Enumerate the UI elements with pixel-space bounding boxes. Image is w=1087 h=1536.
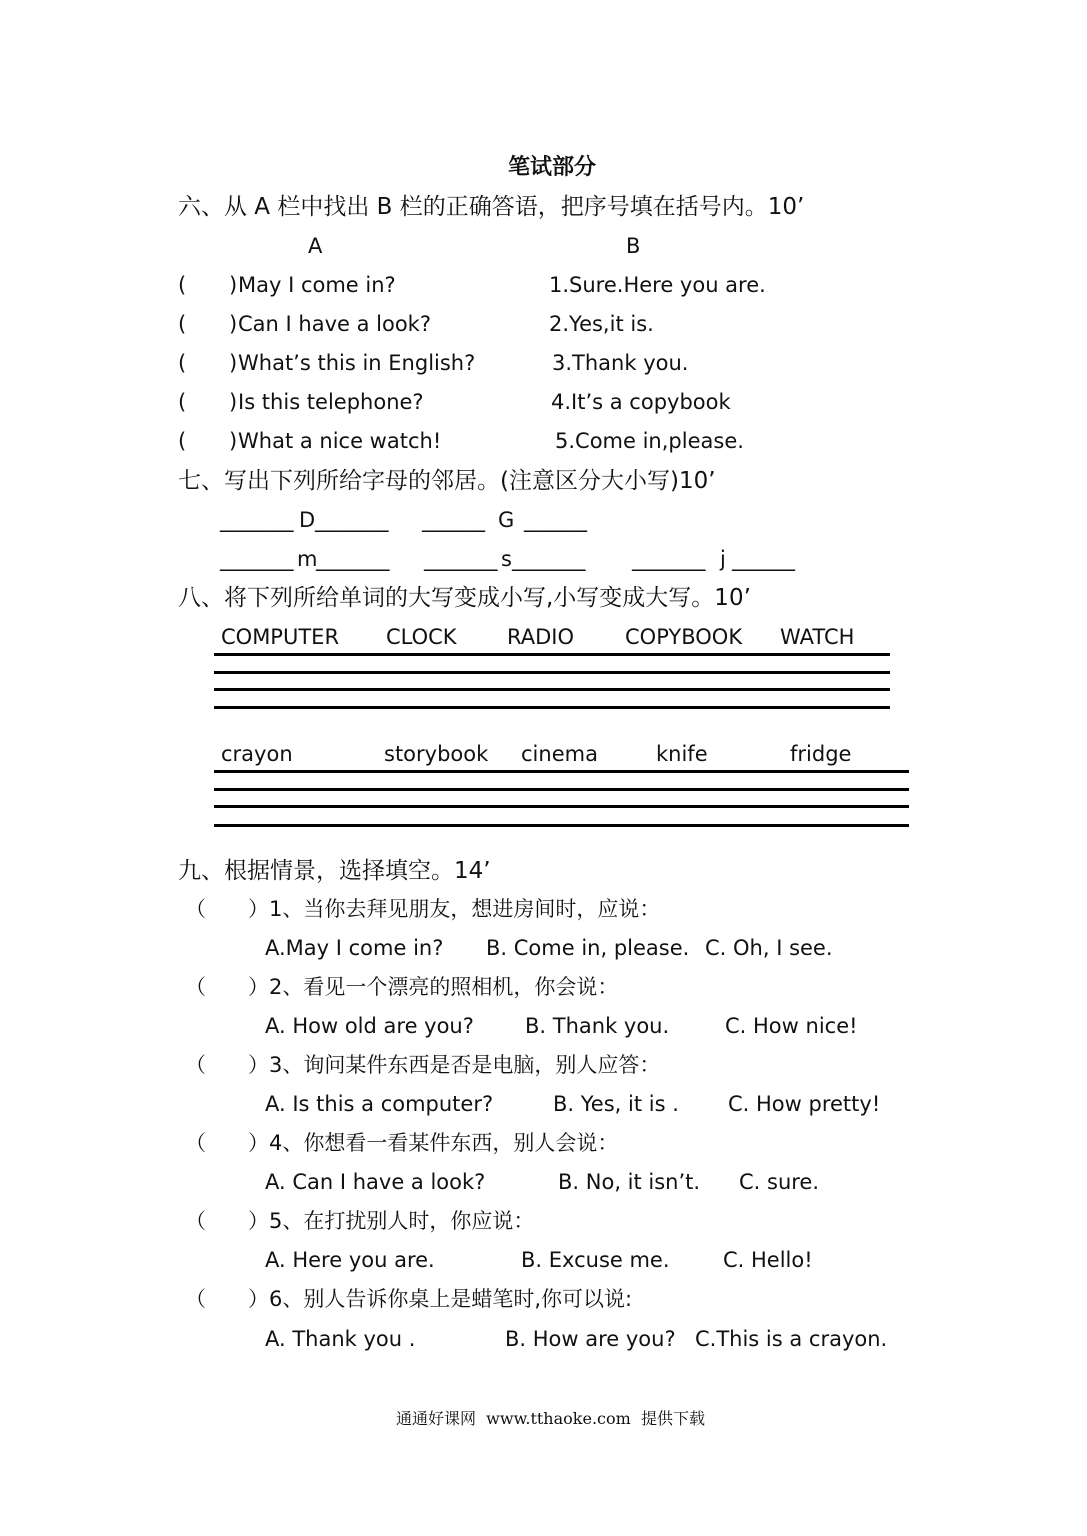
letter-blank: _______ [512, 547, 586, 571]
option-c: C. How nice! [725, 1014, 858, 1038]
option-a: A. Can I have a look? [265, 1170, 486, 1194]
footer-source: 通通好课网 www.tthaoke.com 提供下载 [396, 1409, 705, 1428]
letter-blank: _______ [316, 547, 390, 571]
letter-blank: ______ [524, 508, 587, 532]
column-a-label: A [308, 234, 323, 258]
writing-line [214, 688, 890, 691]
answer-paren-open: ( [178, 273, 187, 297]
question-a2: Can I have a look? [238, 312, 431, 336]
letter-g: G [498, 508, 515, 532]
option-b: B. How are you? [505, 1327, 676, 1351]
word-knife: knife [656, 742, 708, 766]
answer-paren-open: ( [178, 312, 187, 336]
option-a: A. Thank you . [265, 1327, 416, 1351]
option-c: C. How pretty! [728, 1092, 881, 1116]
answer-b4: 4.It’s a copybook [551, 390, 731, 414]
letter-blank: _______ [220, 508, 294, 532]
question-prompt-4: （ ）4、你想看一看某件东西，别人会说： [185, 1131, 619, 1155]
question-a5: What a nice watch! [238, 429, 442, 453]
question-prompt-5: （ ）5、在打扰别人时，你应说： [185, 1209, 535, 1233]
answer-paren-close: ) [229, 351, 238, 375]
option-a: A. How old are you? [265, 1014, 474, 1038]
question-prompt-2: （ ）2、看见一个漂亮的照相机，你会说： [185, 975, 619, 999]
answer-paren-open: ( [178, 390, 187, 414]
question-a1: May I come in? [238, 273, 396, 297]
option-a: A.May I come in? [265, 936, 444, 960]
writing-line [214, 824, 909, 827]
question-a4: Is this telephone? [238, 390, 424, 414]
answer-paren-close: ) [229, 390, 238, 414]
question-prompt-3: （ ）3、询问某件东西是否是电脑，别人应答： [185, 1053, 661, 1077]
section8-heading: 八、将下列所给单词的大写变成小写,小写变成大写。10’ [178, 585, 751, 611]
letter-blank: ______ [732, 547, 795, 571]
answer-paren-open: ( [178, 351, 187, 375]
option-b: B. No, it isn’t. [558, 1170, 701, 1194]
answer-b3: 3.Thank you. [552, 351, 689, 375]
writing-line [214, 770, 909, 773]
option-b: B. Thank you. [525, 1014, 670, 1038]
letter-s: s [501, 547, 512, 571]
letter-blank: _______ [424, 547, 498, 571]
option-c: C. sure. [739, 1170, 820, 1194]
option-b: B. Excuse me. [521, 1248, 670, 1272]
answer-b5: 5.Come in,please. [555, 429, 744, 453]
answer-b2: 2.Yes,it is. [549, 312, 654, 336]
question-prompt-1: （ ）1、当你去拜见朋友，想进房间时，应说： [185, 897, 661, 921]
writing-line [214, 653, 890, 656]
answer-paren-close: ) [229, 429, 238, 453]
word-radio: RADIO [507, 625, 574, 649]
writing-line [214, 706, 890, 709]
option-a: A. Here you are. [265, 1248, 435, 1272]
column-b-label: B [626, 234, 641, 258]
page-title: 笔试部分 [508, 154, 597, 180]
section7-heading: 七、写出下列所给字母的邻居。(注意区分大小写)10’ [178, 468, 716, 494]
word-fridge: fridge [790, 742, 852, 766]
option-a: A. Is this a computer? [265, 1092, 494, 1116]
option-b: B. Come in, please. [486, 936, 690, 960]
writing-line [214, 805, 909, 808]
letter-blank: _______ [632, 547, 706, 571]
letter-blank: ______ [422, 508, 485, 532]
word-storybook: storybook [384, 742, 489, 766]
letter-j: j [720, 547, 726, 571]
word-copybook: COPYBOOK [625, 625, 743, 649]
section9-heading: 九、根据情景，选择填空。14’ [178, 858, 491, 884]
word-computer: COMPUTER [221, 625, 340, 649]
writing-line [214, 788, 909, 791]
word-clock: CLOCK [386, 625, 457, 649]
writing-line [214, 671, 890, 674]
word-crayon: crayon [221, 742, 293, 766]
option-b: B. Yes, it is . [553, 1092, 679, 1116]
word-watch: WATCH [780, 625, 855, 649]
option-c: C.This is a crayon. [695, 1327, 888, 1351]
word-cinema: cinema [521, 742, 598, 766]
option-c: C. Hello! [723, 1248, 813, 1272]
letter-d: D [299, 508, 316, 532]
answer-paren-open: ( [178, 429, 187, 453]
section6-heading: 六、从 A 栏中找出 B 栏的正确答语，把序号填在括号内。10’ [178, 194, 805, 220]
answer-paren-close: ) [229, 273, 238, 297]
answer-b1: 1.Sure.Here you are. [549, 273, 766, 297]
option-c: C. Oh, I see. [705, 936, 833, 960]
answer-paren-close: ) [229, 312, 238, 336]
letter-m: m [297, 547, 318, 571]
letter-blank: _______ [220, 547, 294, 571]
question-a3: What’s this in English? [238, 351, 476, 375]
question-prompt-6: （ ）6、别人告诉你桌上是蜡笔时,你可以说: [185, 1287, 633, 1311]
letter-blank: _______ [315, 508, 389, 532]
